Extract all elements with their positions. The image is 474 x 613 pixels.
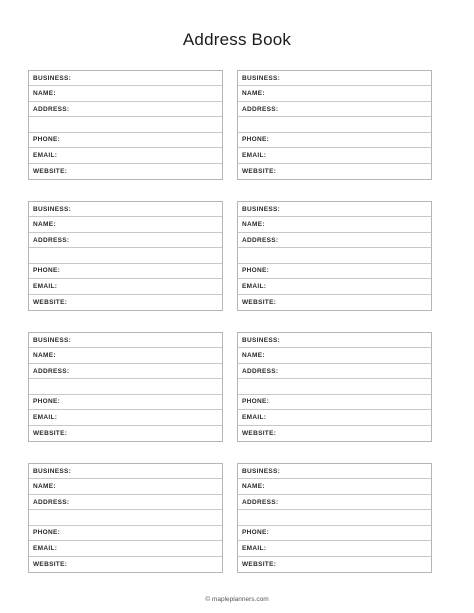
field-row-name[interactable] <box>238 348 431 363</box>
field-label: NAME: <box>33 483 56 491</box>
field-row-address-continued[interactable] <box>238 510 431 525</box>
address-card <box>237 70 432 180</box>
address-card <box>28 201 223 311</box>
field-row-phone[interactable] <box>238 395 431 410</box>
field-row-business[interactable] <box>238 202 431 217</box>
field-label: PHONE: <box>33 267 61 275</box>
field-row-address-continued[interactable] <box>29 117 222 132</box>
field-row-business[interactable] <box>238 71 431 86</box>
field-row-address-continued[interactable] <box>29 379 222 394</box>
field-row-address[interactable] <box>238 495 431 510</box>
field-row-phone[interactable] <box>29 395 222 410</box>
field-row-website[interactable] <box>29 295 222 310</box>
field-label: BUSINESS: <box>33 467 72 475</box>
field-row-address[interactable] <box>29 102 222 117</box>
field-row-phone[interactable] <box>29 264 222 279</box>
field-row-name[interactable] <box>238 86 431 101</box>
field-label: BUSINESS: <box>242 336 281 344</box>
field-row-address[interactable] <box>238 102 431 117</box>
address-card <box>237 463 432 573</box>
field-label: PHONE: <box>242 529 270 537</box>
field-row-business[interactable] <box>29 464 222 479</box>
field-row-business[interactable] <box>29 71 222 86</box>
field-row-website[interactable] <box>29 557 222 572</box>
field-row-website[interactable] <box>238 164 431 179</box>
field-row-address-continued[interactable] <box>238 379 431 394</box>
field-label: ADDRESS: <box>33 367 70 375</box>
field-row-address[interactable] <box>29 233 222 248</box>
page-title: Address Book <box>182 30 292 49</box>
field-row-business[interactable] <box>29 333 222 348</box>
field-row-email[interactable] <box>29 279 222 294</box>
field-row-name[interactable] <box>29 217 222 232</box>
field-label: EMAIL: <box>242 544 267 552</box>
field-label: ADDRESS: <box>242 367 279 375</box>
field-row-business[interactable] <box>238 333 431 348</box>
field-label: EMAIL: <box>242 282 267 290</box>
field-label: PHONE: <box>33 398 61 406</box>
field-label: BUSINESS: <box>242 74 281 82</box>
field-label: PHONE: <box>242 136 270 144</box>
field-label: WEBSITE: <box>33 167 68 175</box>
field-label: WEBSITE: <box>33 560 68 568</box>
field-row-address[interactable] <box>238 364 431 379</box>
field-label: WEBSITE: <box>242 560 277 568</box>
field-row-name[interactable] <box>29 348 222 363</box>
address-card <box>28 70 223 180</box>
field-row-address-continued[interactable] <box>238 117 431 132</box>
address-card <box>237 332 432 442</box>
field-row-website[interactable] <box>29 164 222 179</box>
field-row-website[interactable] <box>238 426 431 441</box>
field-label: ADDRESS: <box>242 105 279 113</box>
address-card <box>237 201 432 311</box>
field-label: WEBSITE: <box>242 429 277 437</box>
field-label: NAME: <box>33 221 56 229</box>
address-card <box>28 332 223 442</box>
field-label: ADDRESS: <box>33 105 70 113</box>
field-row-address[interactable] <box>29 495 222 510</box>
field-row-name[interactable] <box>238 479 431 494</box>
field-label: WEBSITE: <box>242 298 277 306</box>
field-label: EMAIL: <box>33 151 58 159</box>
field-row-address[interactable] <box>29 364 222 379</box>
field-label: NAME: <box>242 90 265 98</box>
address-card <box>28 463 223 573</box>
field-row-website[interactable] <box>238 557 431 572</box>
field-label: ADDRESS: <box>242 498 279 506</box>
field-label: BUSINESS: <box>242 467 281 475</box>
footer-credit: © mapleplanners.com <box>205 596 269 603</box>
field-label: WEBSITE: <box>33 429 68 437</box>
field-row-address[interactable] <box>238 233 431 248</box>
field-label: BUSINESS: <box>33 205 72 213</box>
field-label: WEBSITE: <box>33 298 68 306</box>
field-row-address-continued[interactable] <box>29 248 222 263</box>
field-row-phone[interactable] <box>238 526 431 541</box>
field-row-email[interactable] <box>238 148 431 163</box>
field-label: PHONE: <box>33 529 61 537</box>
field-row-email[interactable] <box>238 279 431 294</box>
field-label: ADDRESS: <box>242 236 279 244</box>
field-row-address-continued[interactable] <box>238 248 431 263</box>
field-row-name[interactable] <box>29 86 222 101</box>
field-row-website[interactable] <box>29 426 222 441</box>
field-row-website[interactable] <box>238 295 431 310</box>
field-label: NAME: <box>33 352 56 360</box>
field-row-phone[interactable] <box>238 264 431 279</box>
field-label: EMAIL: <box>242 151 267 159</box>
field-label: NAME: <box>33 90 56 98</box>
field-row-email[interactable] <box>29 148 222 163</box>
field-label: EMAIL: <box>33 544 58 552</box>
field-label: BUSINESS: <box>33 336 72 344</box>
field-label: BUSINESS: <box>242 205 281 213</box>
field-row-email[interactable] <box>238 541 431 556</box>
field-row-phone[interactable] <box>238 133 431 148</box>
field-row-email[interactable] <box>29 410 222 425</box>
field-row-name[interactable] <box>238 217 431 232</box>
field-label: EMAIL: <box>33 413 58 421</box>
field-row-address-continued[interactable] <box>29 510 222 525</box>
field-label: PHONE: <box>33 136 61 144</box>
field-row-phone[interactable] <box>29 526 222 541</box>
field-label: NAME: <box>242 352 265 360</box>
field-label: BUSINESS: <box>33 74 72 82</box>
field-row-email[interactable] <box>29 541 222 556</box>
field-row-business[interactable] <box>29 202 222 217</box>
address-cards-grid <box>28 70 446 573</box>
field-row-name[interactable] <box>29 479 222 494</box>
field-label: PHONE: <box>242 398 270 406</box>
field-label: ADDRESS: <box>33 498 70 506</box>
field-label: EMAIL: <box>33 282 58 290</box>
field-label: PHONE: <box>242 267 270 275</box>
field-row-business[interactable] <box>238 464 431 479</box>
field-label: ADDRESS: <box>33 236 70 244</box>
field-row-email[interactable] <box>238 410 431 425</box>
field-label: EMAIL: <box>242 413 267 421</box>
field-label: NAME: <box>242 221 265 229</box>
field-label: NAME: <box>242 483 265 491</box>
field-label: WEBSITE: <box>242 167 277 175</box>
field-row-phone[interactable] <box>29 133 222 148</box>
